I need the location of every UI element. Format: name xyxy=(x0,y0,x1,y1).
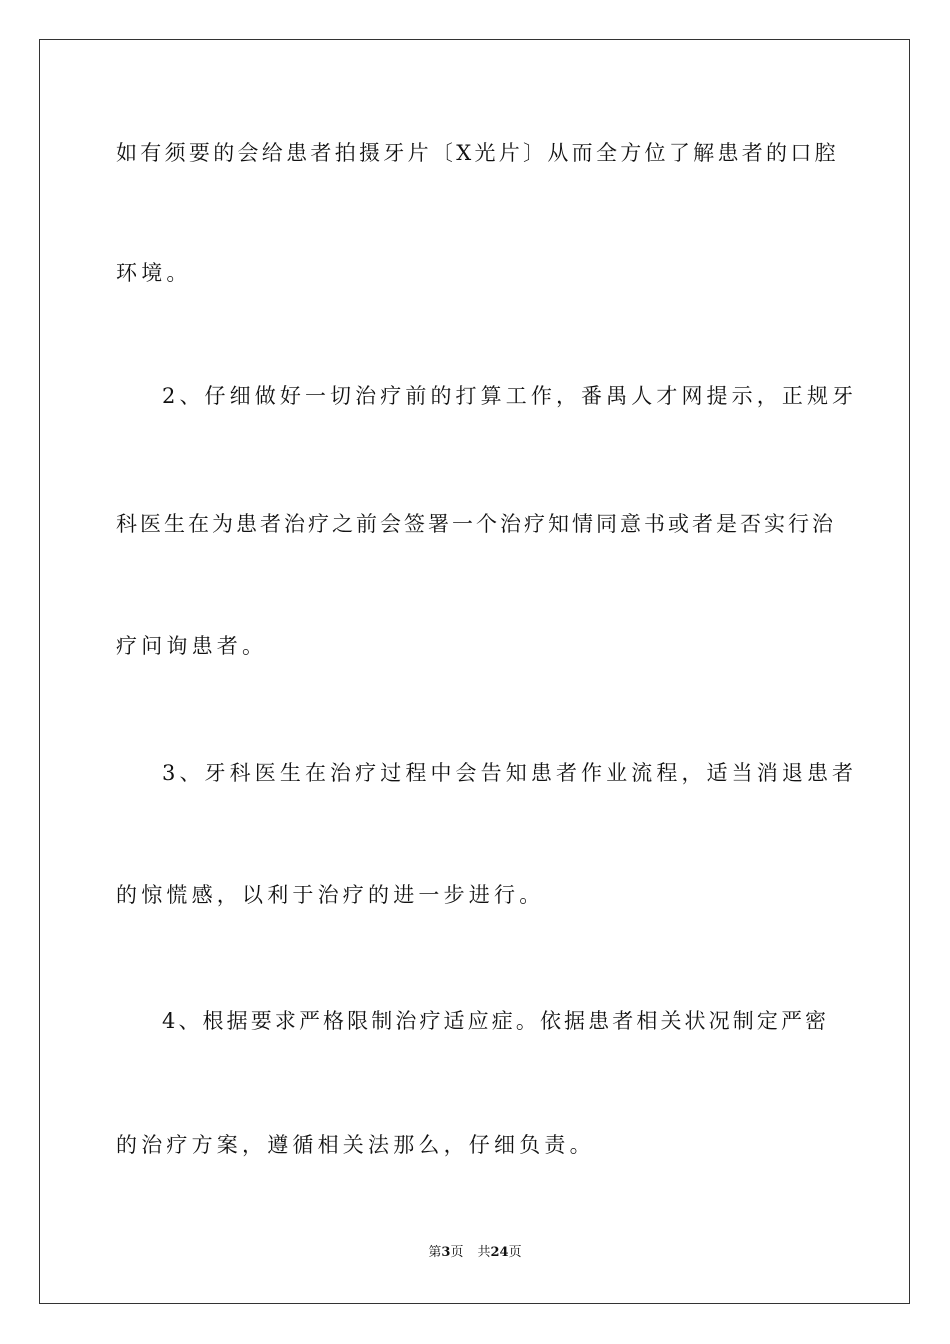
paragraph-line: 科医生在为患者治疗之前会签署一个治疗知情同意书或者是否实行治 xyxy=(116,512,836,536)
page-footer xyxy=(0,1244,950,1262)
paragraph-line: 2、仔细做好一切治疗前的打算工作，番禺人才网提示，正规牙 xyxy=(162,384,858,408)
total-pages: 24 xyxy=(490,1245,509,1260)
paragraph-line: 疗问询患者。 xyxy=(116,634,268,658)
total-prefix: 共 xyxy=(477,1245,491,1260)
paragraph-line: 3、牙科医生在治疗过程中会告知患者作业流程，适当消退患者 xyxy=(162,761,858,785)
total-suffix: 页 xyxy=(508,1245,522,1260)
paragraph-line: 的治疗方案，遵循相关法那么，仔细负责。 xyxy=(116,1133,595,1157)
paragraph-line: 4、根据要求严格限制治疗适应症。依据患者相关状况制定严密 xyxy=(162,1009,830,1033)
page-number: 3 xyxy=(441,1245,451,1260)
page-border xyxy=(39,39,910,1304)
page-suffix: 页 xyxy=(450,1245,464,1260)
page-prefix: 第 xyxy=(428,1245,442,1260)
paragraph-line: 如有须要的会给患者拍摄牙片〔X光片〕从而全方位了解患者的口腔 xyxy=(116,141,839,165)
paragraph-line: 的惊慌感，以利于治疗的进一步进行。 xyxy=(116,883,545,907)
paragraph-line: 环境。 xyxy=(116,261,192,285)
